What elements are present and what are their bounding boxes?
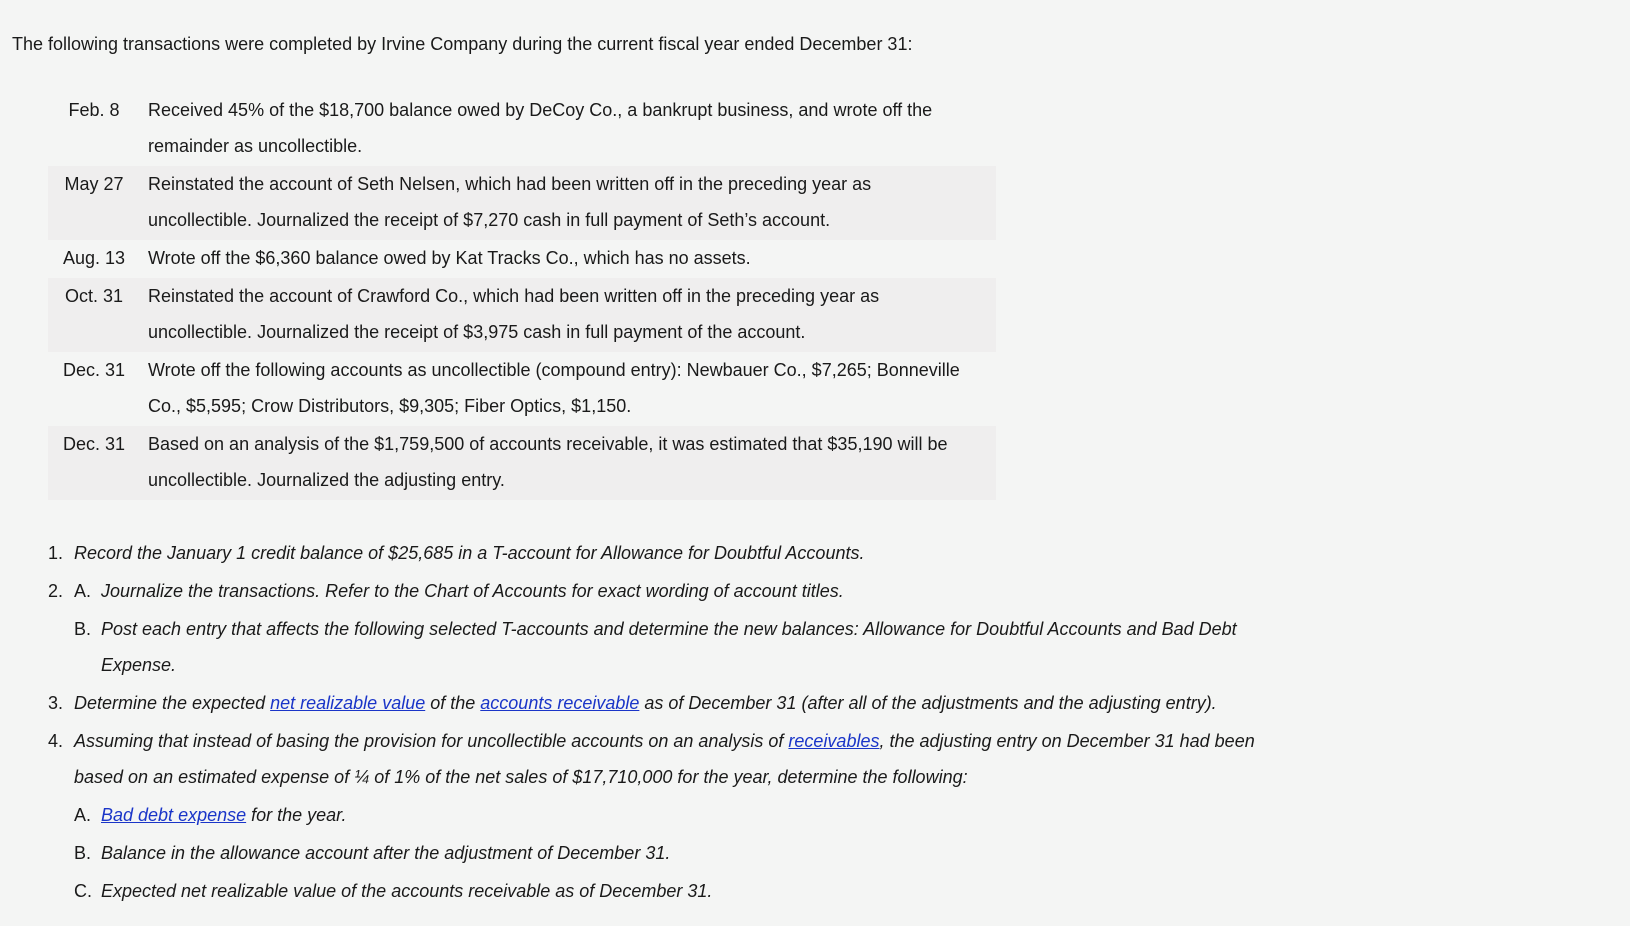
accounts-receivable-link[interactable]: accounts receivable: [480, 693, 640, 713]
transaction-date: Dec. 31: [62, 360, 126, 380]
transaction-description: Wrote off the following accounts as uncollectible (compound entry): Newbauer Co., $7,265; Bonneville Co., $5,595; Crow Distributors, $9,305; Fiber Optics, $1,150.: [148, 360, 960, 416]
question-text: Record the January 1 credit balance of $25,685 in a T-account for Allowance for Doubtful Accounts.: [74, 543, 865, 563]
transaction-row: [48, 426, 996, 500]
transaction-row: [48, 278, 996, 352]
transaction-date: Dec. 31: [48, 426, 140, 500]
transaction-date: May 27: [48, 166, 140, 240]
receivables-link[interactable]: receivables: [788, 731, 880, 751]
question-list: [48, 535, 1288, 909]
transaction-description: Based on an analysis of the $1,759,500 of accounts receivable, it was estimated that $35,190 will be uncollectible. Journalized the adjusting entry.: [140, 426, 996, 500]
question-number: 4.: [48, 731, 64, 751]
sub-question-letter: B.: [74, 843, 92, 863]
question-4c: [74, 873, 1288, 909]
question-number: 3.: [48, 693, 64, 713]
question-text: Assuming that instead of basing the provision for uncollectible accounts on an analysis of receivables, the adjusting entry on December 31 had been based on an estimated expense of ¼ of 1% of the net sales of $17,710,000 for the year, determine the following:: [74, 731, 1255, 787]
sub-question-letter: C.: [74, 881, 92, 901]
transaction-description: Received 45% of the $18,700 balance owed by DeCoy Co., a bankrupt business, and wrote off the remainder as uncollectible.: [148, 100, 933, 156]
question-1: [48, 535, 1288, 571]
problem-intro: The following transactions were completed by Irvine Company during the current fiscal year ended December 31:: [12, 34, 913, 54]
sub-question-text: Bad debt expense for the year.: [101, 805, 347, 825]
sub-question-text: Balance in the allowance account after the adjustment of December 31.: [101, 843, 671, 863]
sub-question-letter: A.: [74, 805, 92, 825]
bad-debt-expense-link[interactable]: Bad debt expense: [101, 805, 247, 825]
transaction-date: Oct. 31: [48, 278, 140, 352]
question-2b: [74, 611, 1288, 683]
transaction-row: [48, 166, 996, 240]
question-number: 2.: [48, 581, 64, 601]
transaction-row: [48, 240, 996, 278]
sub-question-text: Journalize the transactions. Refer to the Chart of Accounts for exact wording of account titles.: [101, 581, 844, 601]
sub-question-letter: A.: [74, 581, 92, 601]
sub-question-letter: B.: [74, 619, 92, 639]
question-text: Determine the expected net realizable value of the accounts receivable as of December 31 (after all of the adjustments and the adjusting entry).: [74, 693, 1217, 713]
transaction-date: Feb. 8: [68, 100, 120, 120]
question-2a: [48, 573, 1288, 609]
transaction-description: Wrote off the $6,360 balance owed by Kat Tracks Co., which has no assets.: [148, 248, 751, 268]
transaction-description: Reinstated the account of Seth Nelsen, which had been written off in the preceding year as uncollectible. Journalized the receipt of $7,270 cash in full payment of Seth’s account.: [140, 166, 996, 240]
sub-question-text: Expected net realizable value of the accounts receivable as of December 31.: [101, 881, 713, 901]
question-3: [48, 685, 1288, 721]
sub-question-text: Post each entry that affects the following selected T-accounts and determine the new balances: Allowance for Doubtful Accounts and Bad Debt Expense.: [101, 619, 1237, 675]
question-4: [48, 723, 1288, 795]
transaction-row: [48, 92, 996, 166]
transaction-description: Reinstated the account of Crawford Co., which had been written off in the preceding year as uncollectible. Journalized the receipt of $3,975 cash in full payment of the account.: [140, 278, 996, 352]
transactions-table: [48, 92, 996, 500]
question-number: 1.: [48, 543, 64, 563]
transaction-row: [48, 352, 996, 426]
net-realizable-value-link[interactable]: net realizable value: [270, 693, 426, 713]
transaction-date: Aug. 13: [62, 248, 126, 268]
question-4a: [74, 797, 1288, 833]
question-4b: [74, 835, 1288, 871]
